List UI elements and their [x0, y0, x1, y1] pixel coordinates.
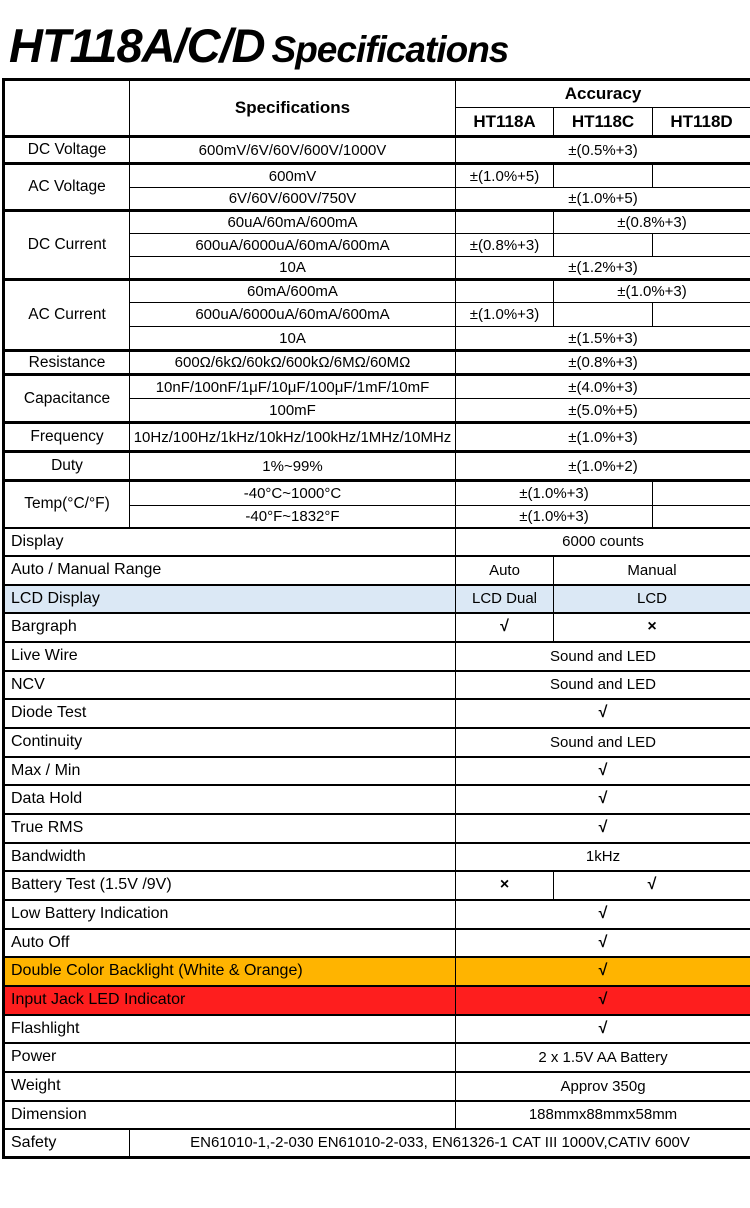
cell-value: Sound and LED [456, 642, 750, 671]
cell-value: 188mmx88mmx58mm [456, 1101, 750, 1129]
cell-value: 600Ω/6kΩ/60kΩ/600kΩ/6MΩ/60MΩ [130, 351, 456, 375]
table-row [4, 1101, 750, 1129]
cell-value: √ [456, 1015, 750, 1043]
cell-value: 600uA/6000uA/60mA/600mA [130, 303, 456, 327]
cell-value [456, 280, 554, 303]
cell-value: ±(1.0%+3) [456, 506, 653, 528]
page-title [9, 19, 509, 72]
cell-value: Approv 350g [456, 1072, 750, 1101]
table-row [4, 80, 750, 108]
table-row [4, 757, 750, 785]
row-label: Display [4, 528, 456, 556]
cell-value: √ [456, 757, 750, 785]
cell-value: × [554, 613, 750, 642]
table-row [4, 728, 750, 757]
row-label: Bandwidth [4, 843, 456, 871]
cell-value: 1%~99% [130, 452, 456, 481]
row-label: Capacitance [4, 375, 130, 423]
specifications-header: Specifications [130, 80, 456, 137]
row-label: Flashlight [4, 1015, 456, 1043]
cell-value [653, 506, 750, 528]
table-row [4, 585, 750, 613]
table-row [4, 528, 750, 556]
table-row [4, 986, 750, 1015]
cell-value: EN61010-1,-2-030 EN61010-2-033, EN61326-1 CAT III 1000V,CATIV 600V [130, 1129, 750, 1158]
table-row [4, 1072, 750, 1101]
cell-value: √ [456, 957, 750, 986]
table-row [4, 900, 750, 929]
cell-value: 2 x 1.5V AA Battery [456, 1043, 750, 1072]
cell-value: ±(0.5%+3) [456, 137, 750, 164]
cell-value: 10nF/100nF/1μF/10μF/100μF/1mF/10mF [130, 375, 456, 399]
cell-value: √ [456, 613, 554, 642]
table-row [4, 785, 750, 814]
cell-value [456, 211, 554, 234]
table-row [4, 481, 750, 506]
table-row [4, 137, 750, 164]
table-row [4, 452, 750, 481]
row-label: LCD Display [4, 585, 456, 613]
cell-value: ±(0.8%+3) [456, 351, 750, 375]
cell-value: √ [456, 814, 750, 843]
row-label: AC Current [4, 280, 130, 351]
row-label: DC Current [4, 211, 130, 280]
ht118a-column-header: HT118A [456, 108, 554, 137]
cell-value: -40°F~1832°F [130, 506, 456, 528]
row-label: Resistance [4, 351, 130, 375]
cell-value: 10A [130, 327, 456, 351]
cell-value [653, 481, 750, 506]
corner-cell [4, 80, 130, 137]
row-label: Double Color Backlight (White & Orange) [4, 957, 456, 986]
row-label: DC Voltage [4, 137, 130, 164]
row-label: AC Voltage [4, 164, 130, 211]
row-label: Input Jack LED Indicator [4, 986, 456, 1015]
table-row [4, 423, 750, 452]
cell-value: ±(1.0%+3) [456, 303, 554, 327]
cell-value: 60uA/60mA/600mA [130, 211, 456, 234]
row-label: Safety [4, 1129, 130, 1158]
row-label: Live Wire [4, 642, 456, 671]
row-label: Continuity [4, 728, 456, 757]
cell-value: ±(1.0%+3) [456, 423, 750, 452]
spec-table [2, 78, 750, 1159]
cell-value: LCD [554, 585, 750, 613]
cell-value: 10Hz/100Hz/1kHz/10kHz/100kHz/1MHz/10MHz [130, 423, 456, 452]
cell-value: ±(1.0%+2) [456, 452, 750, 481]
row-label: Diode Test [4, 699, 456, 728]
row-label: Temp(°C/°F) [4, 481, 130, 528]
table-row [4, 1015, 750, 1043]
table-row [4, 211, 750, 234]
cell-value: 1kHz [456, 843, 750, 871]
cell-value: ±(5.0%+5) [456, 399, 750, 423]
row-label: Power [4, 1043, 456, 1072]
cell-value: √ [456, 900, 750, 929]
row-label: Auto Off [4, 929, 456, 957]
cell-value: Sound and LED [456, 671, 750, 699]
cell-value: 60mA/600mA [130, 280, 456, 303]
cell-value: √ [554, 871, 750, 900]
cell-value: ±(4.0%+3) [456, 375, 750, 399]
cell-value [554, 303, 653, 327]
cell-value: -40°C~1000°C [130, 481, 456, 506]
cell-value: ±(1.0%+3) [554, 280, 750, 303]
cell-value: 100mF [130, 399, 456, 423]
cell-value: 6000 counts [456, 528, 750, 556]
cell-value: Sound and LED [456, 728, 750, 757]
cell-value [653, 234, 750, 257]
row-label: Bargraph [4, 613, 456, 642]
table-row [4, 1043, 750, 1072]
cell-value: ±(1.0%+5) [456, 164, 554, 188]
table-row [4, 280, 750, 303]
table-row [4, 164, 750, 188]
cell-value: ±(0.8%+3) [554, 211, 750, 234]
cell-value: √ [456, 699, 750, 728]
cell-value: ±(1.2%+3) [456, 257, 750, 280]
row-label: Data Hold [4, 785, 456, 814]
cell-value: Auto [456, 556, 554, 585]
title-suffix: Specifications [271, 29, 509, 70]
table-row [4, 375, 750, 399]
cell-value: ±(1.0%+5) [456, 188, 750, 211]
cell-value: 6V/60V/600V/750V [130, 188, 456, 211]
cell-value [653, 303, 750, 327]
table-row [4, 671, 750, 699]
cell-value: 10A [130, 257, 456, 280]
table-row [4, 613, 750, 642]
cell-value: LCD Dual [456, 585, 554, 613]
row-label: Frequency [4, 423, 130, 452]
row-label: Weight [4, 1072, 456, 1101]
row-label: Duty [4, 452, 130, 481]
cell-value: 600mV [130, 164, 456, 188]
row-label: NCV [4, 671, 456, 699]
row-label: Low Battery Indication [4, 900, 456, 929]
row-label: Dimension [4, 1101, 456, 1129]
cell-value [554, 234, 653, 257]
cell-value: ±(1.0%+3) [456, 481, 653, 506]
row-label: Max / Min [4, 757, 456, 785]
table-row [4, 957, 750, 986]
table-row [4, 929, 750, 957]
cell-value: × [456, 871, 554, 900]
title-model: HT118A/C/D [9, 19, 265, 72]
ht118c-column-header: HT118C [554, 108, 653, 137]
row-label: Auto / Manual Range [4, 556, 456, 585]
table-row [4, 814, 750, 843]
cell-value [554, 164, 653, 188]
table-row [4, 642, 750, 671]
cell-value: 600mV/6V/60V/600V/1000V [130, 137, 456, 164]
table-row [4, 699, 750, 728]
table-row [4, 351, 750, 375]
cell-value: 600uA/6000uA/60mA/600mA [130, 234, 456, 257]
ht118d-column-header: HT118D [653, 108, 750, 137]
cell-value [653, 164, 750, 188]
table-row [4, 556, 750, 585]
row-label: Battery Test (1.5V /9V) [4, 871, 456, 900]
table-row [4, 843, 750, 871]
row-label: True RMS [4, 814, 456, 843]
table-row [4, 871, 750, 900]
cell-value: √ [456, 929, 750, 957]
cell-value: ±(0.8%+3) [456, 234, 554, 257]
table-row [4, 1129, 750, 1158]
cell-value: Manual [554, 556, 750, 585]
accuracy-header: Accuracy [456, 80, 750, 108]
cell-value: √ [456, 986, 750, 1015]
cell-value: √ [456, 785, 750, 814]
cell-value: ±(1.5%+3) [456, 327, 750, 351]
